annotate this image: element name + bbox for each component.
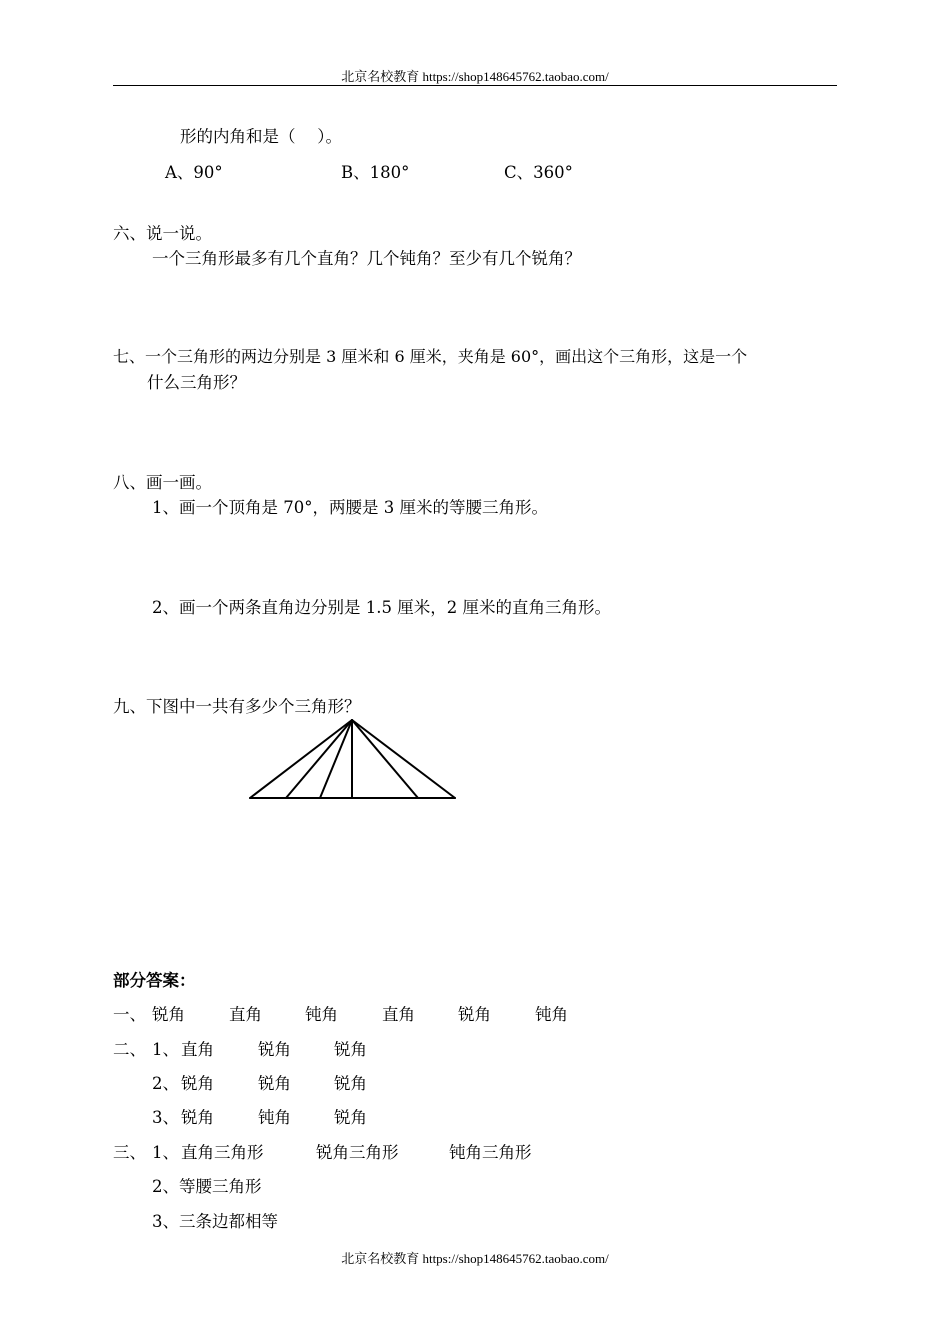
q5-option-b: B、180°	[341, 163, 410, 182]
q7-line1: 七、一个三角形的两边分别是 3 厘米和 6 厘米，夹角是 60°，画出这个三角形，这是一个	[113, 347, 748, 366]
answer-2-row-num: 1、	[152, 1040, 179, 1059]
answer-1-item: 钝角	[535, 1005, 568, 1024]
answer-2-item: 直角	[181, 1040, 214, 1059]
q5-option-a: A、90°	[165, 163, 223, 182]
q8-item1: 1、画一个顶角是 70°，两腰是 3 厘米的等腰三角形。	[152, 498, 548, 517]
answers-title: 部分答案：	[113, 971, 196, 990]
answer-2-item: 锐角	[334, 1040, 367, 1059]
q8-item2: 2、画一个两条直角边分别是 1.5 厘米，2 厘米的直角三角形。	[152, 598, 611, 617]
answer-1-item: 直角	[382, 1005, 415, 1024]
answer-1-item: 直角	[229, 1005, 262, 1024]
answer-2-item: 锐角	[181, 1108, 214, 1127]
q7-line2: 什么三角形？	[147, 373, 246, 392]
triangle-figure	[240, 715, 470, 805]
figure-line-5	[352, 720, 418, 798]
q6-title: 六、说一说。	[113, 224, 212, 243]
q5-option-c: C、360°	[504, 163, 573, 182]
answer-2-item: 钝角	[258, 1108, 291, 1127]
answer-2-label: 二、	[113, 1040, 146, 1059]
answer-1-item: 钝角	[305, 1005, 338, 1024]
answer-3-label: 三、	[113, 1143, 146, 1162]
answer-3-row3: 3、三条边都相等	[152, 1212, 278, 1231]
q9-title: 九、下图中一共有多少个三角形？	[113, 697, 361, 716]
answer-2-row-num: 2、	[152, 1074, 179, 1093]
q8-title: 八、画一画。	[113, 473, 212, 492]
answer-1-label: 一、	[113, 1005, 146, 1024]
answer-3-item: 钝角三角形	[449, 1143, 532, 1162]
figure-line-2	[286, 720, 352, 798]
answer-2-item: 锐角	[181, 1074, 214, 1093]
header-rule	[113, 85, 837, 86]
answer-2-item: 锐角	[334, 1108, 367, 1127]
answer-2-row-num: 3、	[152, 1108, 179, 1127]
answer-3-row-num: 1、	[152, 1143, 179, 1162]
answer-2-item: 锐角	[258, 1074, 291, 1093]
page-footer: 北京名校教育 https://shop148645762.taobao.com/	[341, 1251, 609, 1266]
page-header: 北京名校教育 https://shop148645762.taobao.com/	[341, 69, 609, 84]
answer-3-item: 锐角三角形	[316, 1143, 399, 1162]
answer-1-item: 锐角	[458, 1005, 491, 1024]
answer-3-item: 直角三角形	[181, 1143, 264, 1162]
answer-2-item: 锐角	[334, 1074, 367, 1093]
answer-2-item: 锐角	[258, 1040, 291, 1059]
figure-line-right-edge	[352, 720, 455, 798]
q6-body: 一个三角形最多有几个直角？几个钝角？至少有几个锐角？	[152, 249, 581, 268]
q5-continuation: 形的内角和是（ ）。	[180, 127, 342, 146]
answer-1-item: 锐角	[152, 1005, 185, 1024]
answer-3-row2: 2、等腰三角形	[152, 1177, 262, 1196]
